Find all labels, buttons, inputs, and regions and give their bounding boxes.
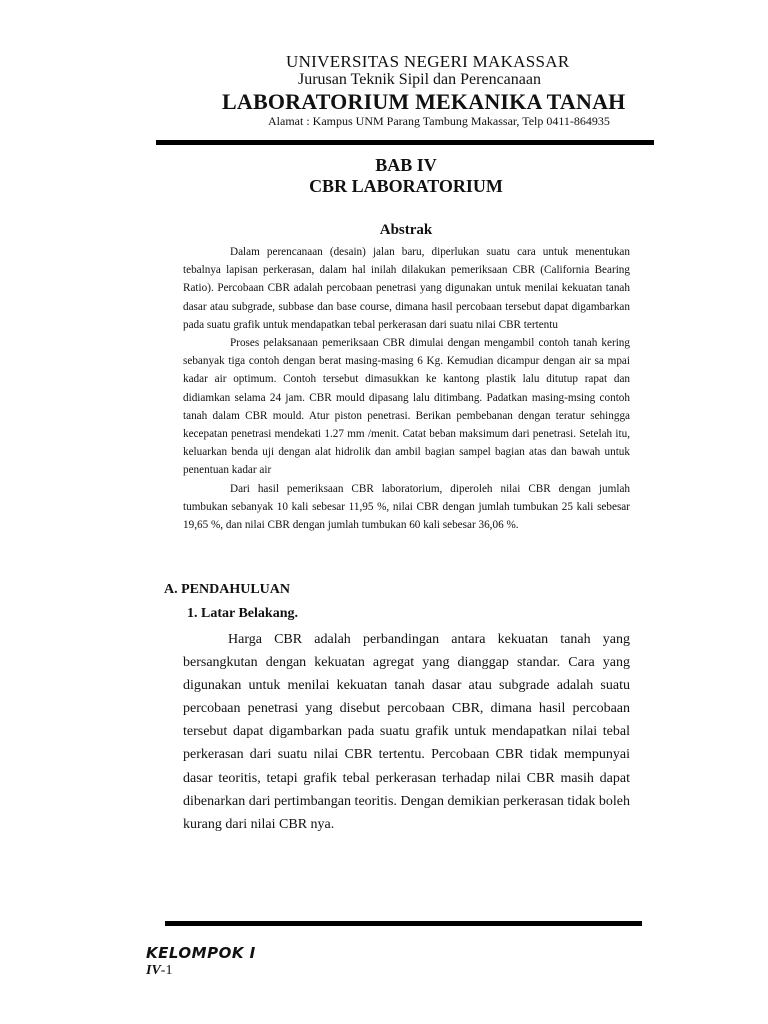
body-paragraph: Harga CBR adalah perbandingan antara kekuatan tanah yang bersangkutan dengan kekuatan agregat yang dianggap standar. Cara yang digunakan untuk menilai kekuatan tanah dasar atau subgrade adalah suatu percobaan penetrasi yang disebut percobaan CBR, dimana hasil percobaan tersebut dapat digambarkan pada suatu grafik untuk mendapatkan nilai tebal perkerasan dari suatu nilai CBR tertentu. Percobaan CBR tidak mempunyai dasar teoritis, tetapi grafik tebal perkerasan terhadap nilai CBR masih dapat dibenarkan dari pertimbangan teoritis. Dengan demikian perkerasan tidak boleh kurang dari nilai CBR nya. (183, 632, 630, 832)
page-number-suffix: -1 (160, 963, 173, 978)
university-name: UNIVERSITAS NEGERI MAKASSAR (286, 52, 570, 71)
section-heading: A. PENDAHULUAN (164, 582, 290, 597)
header-divider (156, 140, 654, 145)
page-number (146, 963, 172, 979)
section-body (183, 628, 630, 836)
chapter-number: BAB IV (375, 155, 437, 175)
address-line: Alamat : Kampus UNM Parang Tambung Makassar, Telp 0411-864935 (268, 114, 610, 128)
laboratory-name: LABORATORIUM MEKANIKA TANAH (222, 89, 626, 114)
abstract-paragraph: Dari hasil pemeriksaan CBR laboratorium, diperoleh nilai CBR dengan jumlah tumbukan sebanyak 10 kali sebesar 11,95 %, nilai CBR dengan jumlah tumbukan 25 kali sebesar 19,65 %, dan nilai CBR dengan jumlah tumbukan 60 kali sebesar 36,06 %. (183, 482, 630, 532)
abstract-paragraph: Proses pelaksanaan pemeriksaan CBR dimulai dengan mengambil contoh tanah kering sebanyak tiga contoh dengan berat masing-masing 6 Kg. Kemudian dicampur dengan air sa mpai kadar air optimum. Contoh tersebut dimasukkan ke kantong plastik lalu ditutup rapat dan didiamkan selama 24 jam. CBR mould dipasang lalu ditimbang. Padatkan masing-msing contoh tanah dalam CBR mould. Atur piston penetrasi. Berikan pembebanan dengan teratur sehingga kecepatan penetrasi mendekati 1.27 mm /menit. Catat beban maksimum dari penetrasi. Setelah itu, keluarkan benda uji dengan alat hidrolik dan ambil bagian sampel bagian atas dan bawah untuk penentuan kadar air (183, 337, 630, 477)
abstract-heading: Abstrak (379, 222, 433, 238)
page-number-prefix: IV (146, 963, 161, 978)
chapter-title: CBR LABORATORIUM (309, 176, 503, 196)
footer-divider (165, 921, 642, 926)
department-name: Jurusan Teknik Sipil dan Perencanaan (298, 71, 541, 88)
abstract-paragraph: Dalam perencanaan (desain) jalan baru, diperlukan suatu cara untuk menentukan tebalnya lapisan perkerasan, dalam hal inilah dilakukan pemeriksaan CBR (California Bearing Ratio). Percobaan CBR adalah percobaan penetrasi yang digunakan untuk menilai kekuatan tanah dasar atau subgrade, subbase dan base course, dimana hasil percobaan tersebut dapat digambarkan pada suatu grafik untuk mendapatkan tebal perkerasan dari suatu nilai CBR tertentu (183, 246, 630, 331)
subsection-heading: 1. Latar Belakang. (187, 606, 298, 621)
abstract-body (183, 243, 630, 534)
group-label: KELOMPOK I (146, 944, 256, 962)
